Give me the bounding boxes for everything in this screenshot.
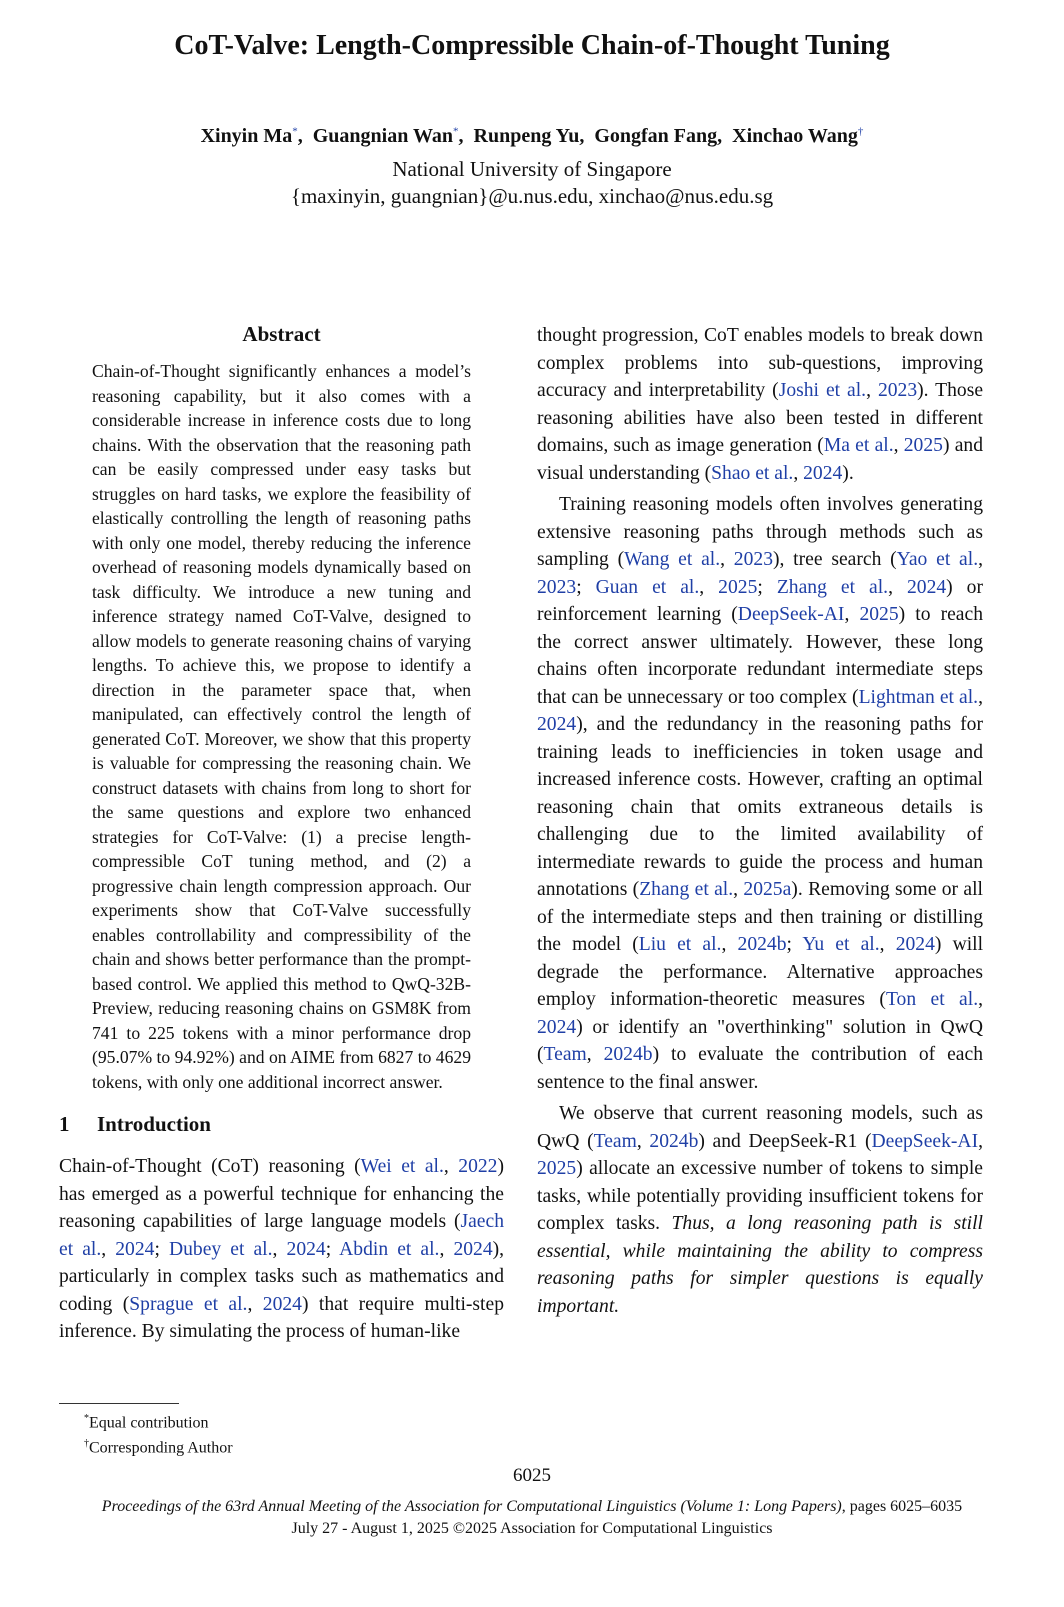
footnote <box>84 1433 233 1458</box>
citation-link[interactable]: 2024 <box>537 1016 577 1038</box>
citation-link[interactable]: 2022 <box>458 1156 498 1177</box>
author-list: Xinyin Ma*, Guangnian Wan*, Runpeng Yu, Gongfan Fang, Xinchao Wang† <box>200 125 864 147</box>
citation-link[interactable]: Wang et al. <box>624 549 721 570</box>
paper-title: CoT-Valve: Length-Compressible Chain-of-Thought Tuning <box>174 30 890 61</box>
abstract-heading: Abstract <box>242 322 321 346</box>
page-number: 6025 <box>513 1465 551 1486</box>
citation-link[interactable]: 2024 <box>262 1293 302 1315</box>
paragraph-text: , <box>101 1238 116 1260</box>
paragraph-text: , <box>443 1156 459 1177</box>
paragraph-text: ) and visual understanding ( <box>537 435 983 484</box>
footnote-mark: † <box>84 1438 89 1450</box>
paragraph-text: , <box>439 1238 454 1260</box>
left-column <box>59 322 504 1346</box>
paragraph-text: , <box>888 576 907 598</box>
citation-link[interactable]: Team <box>543 1044 587 1065</box>
citation-link[interactable]: 2025 <box>903 435 943 456</box>
citation-link[interactable]: 2024 <box>906 576 947 598</box>
intro-paragraph-continued <box>537 322 983 487</box>
equal-contribution-mark[interactable]: * <box>453 125 459 138</box>
citation-link[interactable]: 2024 <box>537 714 577 735</box>
footnote-text: Corresponding Author <box>89 1439 233 1457</box>
footnote <box>84 1408 233 1433</box>
abstract-text: Chain-of-Thought significantly enhances a model’s reasoning capability, but it also comes with a considerable increase in inference costs due to long chains. With the observation that the reasoning path can be easily compressed under easy tasks but struggles on hard tasks, we explore the feasibility of elastically controlling the length of reasoning paths with only one model, thereby reducing the inference overhead of reasoning models dynamically based on task difficulty. We introduce a new tuning and inference strategy named CoT-Valve, designed to allow models to generate reasoning chains of varying lengths. To achieve this, we propose to identify a direction in the parameter space that, when manipulated, can effectively control the length of generated CoT. Moreover, we show that this property is valuable for compressing the reasoning chain. We construct datasets with chains from long to short for the same questions and explore two enhanced strategies for CoT-Valve: (1) a precise length-compressible CoT tuning method, and (2) a progressive chain length compression approach. Our experiments show that CoT-Valve successfully enables controllability and compressibility of the chain and shows better performance than the prompt-based control. We applied this method to QwQ-32B-Preview, reducing reasoning chains on GSM8K from 741 to 225 tokens with a minor performance drop (95.07% to 94.92%) and on AIME from 6827 to 4629 tokens, with only one additional incorrect answer. <box>92 361 471 1092</box>
citation-link[interactable]: 2023 <box>733 549 773 570</box>
citation-link[interactable]: Wei et al. <box>360 1156 444 1177</box>
paragraph-text: , <box>978 989 983 1010</box>
paragraph-text: , <box>793 462 804 484</box>
citation-link[interactable]: 2025a <box>743 879 792 900</box>
footnote-mark: * <box>84 1413 89 1424</box>
citation-link[interactable]: Dubey et al. <box>168 1238 273 1260</box>
paragraph-text: , <box>721 934 738 955</box>
paragraph-text: ) or reinforcement learning ( <box>537 576 984 625</box>
corresponding-author-mark[interactable]: † <box>857 125 864 138</box>
paragraph-text: ). <box>842 462 854 484</box>
author-name: Gongfan Fang <box>594 125 718 147</box>
citation-link[interactable]: Lightman et al. <box>858 686 979 708</box>
paragraph-text: ), tree search ( <box>772 549 897 570</box>
section-title: Introduction <box>97 1112 211 1136</box>
author-name: Guangnian Wan <box>312 125 454 147</box>
paragraph-text: We observe that current reasoning models, such as QwQ ( <box>537 1103 983 1152</box>
paragraph-text: , <box>720 549 734 570</box>
paragraph-text: , <box>866 380 878 401</box>
paragraph-text: , <box>636 1130 650 1152</box>
section-heading-introduction <box>59 1112 504 1137</box>
paragraph-text: ; <box>786 934 803 955</box>
citation-link[interactable]: Ma et al. <box>823 435 894 456</box>
emphasis-text: Thus, a long reasoning path is still essential, while maintaining the ability to compress reasoning paths for simpler questions is equally important. <box>537 1213 983 1317</box>
intro-paragraph <box>59 1153 504 1346</box>
paragraph-text: ) to reach the correct answer ultimately. However, these long chains often incorporate redundant intermediate steps that can be unnecessary or too complex ( <box>537 604 983 708</box>
paragraph-text: , <box>893 435 904 456</box>
citation-link[interactable]: Joshi et al. <box>778 380 867 401</box>
paragraph-text: ), and the redundancy in the reasoning paths for training leads to inefficiencies in token usage and increased inference costs. However, crafting an optimal reasoning chain that omits extraneous details is challenging due to the limited availability of intermediate rewards to guide the process and human annotations ( <box>537 714 983 900</box>
citation-link[interactable]: Yu et al. <box>802 934 880 955</box>
author-name: Runpeng Yu <box>473 125 580 147</box>
author-emails: {maxinyin, guangnian}@u.nus.edu, xinchao@nus.edu.sg <box>290 184 774 208</box>
paragraph-text: , <box>733 879 744 900</box>
equal-contribution-mark[interactable]: * <box>292 125 298 138</box>
footnotes <box>84 1408 233 1459</box>
paragraph-text: ) has emerged as a powerful technique for enhancing the reasoning capabilities of large language models ( <box>59 1156 504 1232</box>
citation-link[interactable]: 2024 <box>115 1238 155 1260</box>
citation-link[interactable]: 2024 <box>803 462 843 484</box>
paragraph-text: ; <box>154 1238 169 1260</box>
citation-link[interactable]: Guan et al. <box>595 576 700 598</box>
author-name: Xinchao Wang <box>732 125 858 147</box>
citation-link[interactable]: 2024b <box>737 934 787 955</box>
paragraph-text: , <box>978 686 983 708</box>
paragraph-text: ) allocate an excessive number of tokens to simple tasks, while potentially providing insufficient tokens for complex tasks. <box>537 1158 983 1234</box>
section-number: 1 <box>59 1112 70 1136</box>
intro-paragraph <box>537 491 983 1096</box>
citation-link[interactable]: 2024 <box>453 1238 493 1260</box>
citation-link[interactable]: Zhang et al. <box>639 879 734 900</box>
paragraph-text: ) and DeepSeek-R1 ( <box>698 1130 872 1152</box>
citation-link[interactable]: 2024b <box>649 1130 699 1152</box>
citation-link[interactable]: Jaech et al. <box>59 1211 504 1260</box>
citation-link[interactable]: 2025 <box>537 1158 577 1179</box>
footnote-rule <box>59 1403 179 1404</box>
citation-link[interactable]: Zhang et al. <box>776 576 889 598</box>
paragraph-text: , <box>844 604 860 625</box>
paragraph-text: thought progression, CoT enables models to break down complex problems into sub-questions, improving accuracy and interpretability ( <box>537 325 983 401</box>
author-name: Xinyin Ma <box>200 125 293 147</box>
citation-link[interactable]: Abdin et al. <box>339 1238 440 1260</box>
citation-link[interactable]: Yao et al. <box>896 549 979 570</box>
paragraph-text: , <box>699 576 719 598</box>
citation-link[interactable]: 2025 <box>718 576 758 598</box>
right-column <box>537 322 983 1320</box>
paragraph-text: ) to evaluate the contribution of each sentence to the final answer. <box>537 1044 983 1093</box>
citation-link[interactable]: Ton et al. <box>885 989 979 1010</box>
citation-link[interactable]: DeepSeek-AI <box>871 1130 979 1152</box>
intro-paragraph <box>537 1100 983 1320</box>
paragraph-text: ) or identify an "overthinking" solution in QwQ ( <box>537 1016 983 1065</box>
paragraph-text: ) will degrade the performance. Alternative approaches employ information-theoretic measures ( <box>537 934 984 1010</box>
citation-link[interactable]: Team <box>593 1130 637 1152</box>
footnote-text: Equal contribution <box>89 1414 209 1432</box>
citation-link[interactable]: 2024 <box>895 934 935 955</box>
paragraph-text: ). Those reasoning abilities have also been tested in different domains, such as image generation ( <box>537 380 984 456</box>
citation-link[interactable]: 2023 <box>877 380 918 401</box>
paragraph-text: , <box>978 549 983 570</box>
paragraph-text: Chain-of-Thought (CoT) reasoning ( <box>59 1156 361 1177</box>
citation-link[interactable]: DeepSeek-AI <box>737 604 845 625</box>
paragraph-text: ). Removing some or all of the intermediate steps and then training or distilling the model ( <box>537 879 984 955</box>
introduction-text-right <box>537 322 983 1320</box>
paragraph-text: ; <box>576 576 596 598</box>
proceedings-title: Proceedings of the 63rd Annual Meeting of the Association for Computational Linguistics (Volume 1: Long Papers) <box>101 1498 842 1515</box>
paragraph-text: ; <box>757 576 777 598</box>
proceedings-footer <box>0 1496 1064 1540</box>
paragraph-text: ), particularly in complex tasks such as mathematics and coding ( <box>59 1238 505 1315</box>
conference-dates-copyright: July 27 - August 1, 2025 ©2025 Association for Computational Linguistics <box>291 1520 773 1537</box>
paragraph-text: , <box>247 1293 263 1315</box>
paragraph-text: ) that require multi-step inference. By simulating the process of human-like <box>59 1293 504 1342</box>
citation-link[interactable]: Liu et al. <box>638 934 722 955</box>
citation-link[interactable]: 2025 <box>859 604 899 625</box>
citation-link[interactable]: 2023 <box>537 576 577 598</box>
paragraph-text: ; <box>325 1238 340 1260</box>
proceedings-pages: , pages 6025–6035 <box>841 1498 963 1515</box>
introduction-text-left <box>59 1153 504 1346</box>
paragraph-text: , <box>272 1238 287 1260</box>
affiliation: National University of Singapore <box>392 157 672 181</box>
citation-link[interactable]: Sprague et al. <box>129 1293 248 1315</box>
paragraph-text: , <box>879 934 896 955</box>
citation-link[interactable]: Shao et al. <box>711 462 794 484</box>
citation-link[interactable]: 2024b <box>603 1044 653 1065</box>
citation-link[interactable]: 2024 <box>286 1238 326 1260</box>
paragraph-text: , <box>978 1130 984 1152</box>
paragraph-text: Training reasoning models often involves generating extensive reasoning paths through methods such as sampling ( <box>537 494 983 570</box>
paragraph-text: , <box>586 1044 604 1065</box>
